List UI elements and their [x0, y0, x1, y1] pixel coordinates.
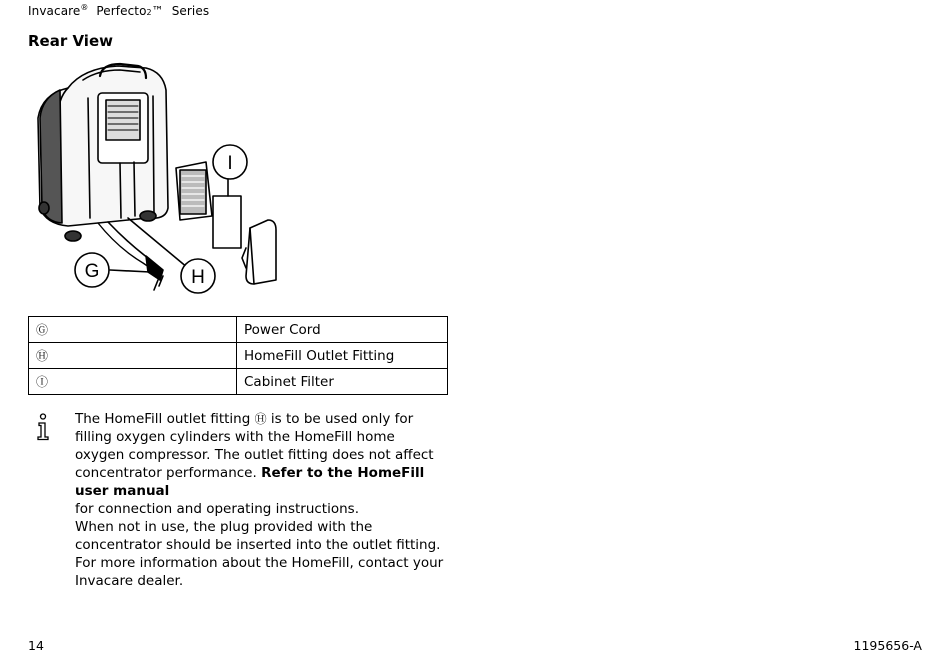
- product-subscript: 2: [146, 8, 152, 17]
- note-key: Ⓗ: [254, 412, 267, 426]
- legend-key: Ⓖ: [29, 317, 237, 343]
- note-paragraph-1: [75, 410, 445, 518]
- cabinet-filter-pad: [213, 196, 241, 248]
- table-row: [29, 343, 448, 369]
- legend-key: Ⓘ: [29, 369, 237, 395]
- callout-i-label: I: [227, 153, 233, 174]
- running-header: [28, 3, 209, 18]
- series-label: Series: [171, 4, 210, 18]
- legend-label: Cabinet Filter: [237, 369, 448, 395]
- callout-g-label: G: [84, 261, 100, 282]
- brand-name: Invacare: [28, 4, 81, 18]
- legend-label: HomeFill Outlet Fitting: [237, 343, 448, 369]
- table-row: [29, 317, 448, 343]
- trademark-mark: ™: [151, 4, 164, 18]
- note-text: for connection and operating instructions.: [75, 501, 359, 517]
- info-icon: [36, 413, 50, 441]
- note-paragraph-2: When not in use, the plug provided with the concentrator should be inserted into the outlet fitting. For more information about the HomeFill, contact your Invacare dealer.: [75, 519, 444, 589]
- section-title: Rear View: [28, 32, 113, 50]
- note-text: The HomeFill outlet fitting: [75, 411, 255, 427]
- product-name: Perfecto: [96, 4, 147, 18]
- table-row: [29, 369, 448, 395]
- legend-key: Ⓗ: [29, 343, 237, 369]
- document-number: 1195656-A: [853, 638, 922, 653]
- note-bold-reference: Refer to the HomeFill user manual: [75, 465, 425, 499]
- note-text: is to be used only for filling oxygen cylinders with the HomeFill home oxygen compressor. The outlet fitting does not affect concentrator performance.: [75, 411, 434, 481]
- page-number: 14: [28, 638, 44, 653]
- homefill-note: [75, 410, 445, 590]
- cabinet-filter-grid: [176, 162, 212, 220]
- parts-legend-table: [28, 316, 448, 395]
- rear-view-illustration: [28, 58, 328, 303]
- registered-mark: ®: [80, 3, 89, 12]
- callout-h-label: H: [191, 267, 205, 288]
- legend-label: Power Cord: [237, 317, 448, 343]
